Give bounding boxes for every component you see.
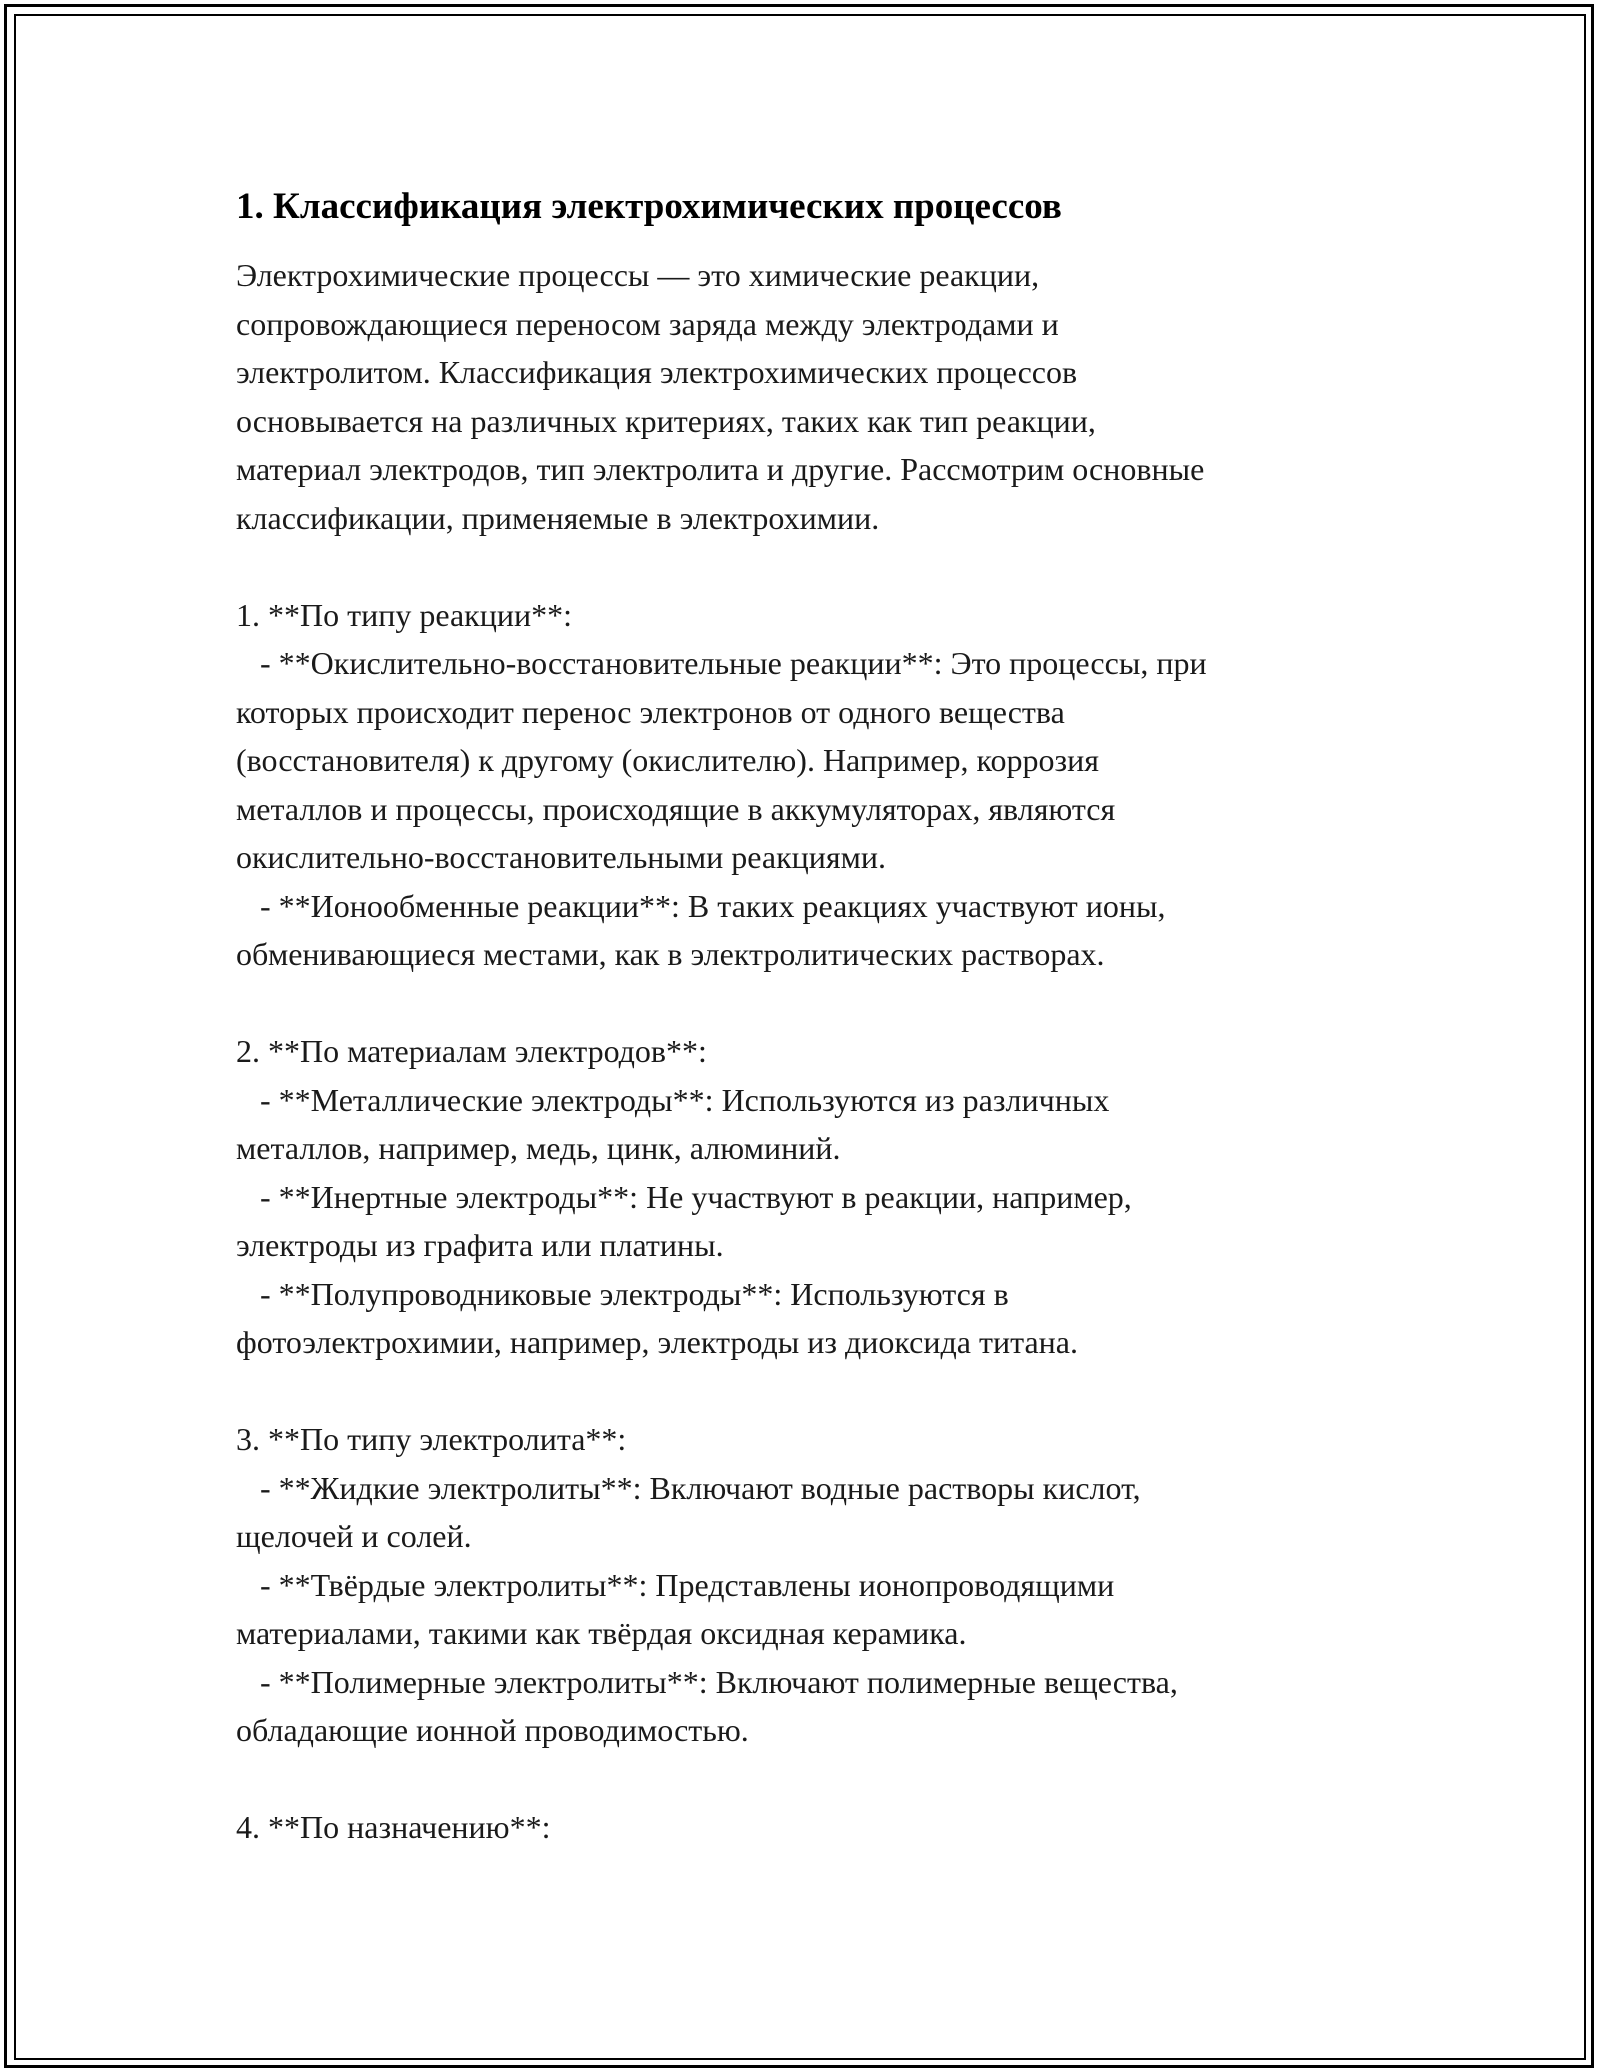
reaction-type-section: 1. **По типу реакции**: - **Окислительно-восстановительные реакции**: Это процессы, при которых происходит перенос электронов от одного вещества (восстановителя) к другому (окислителю). Например, коррозия металлов и процессы, происходящие в аккумуляторах, являются окислительно-восстановительными реакциями. - **Ионообменные реакции**: В таких реакциях участвуют ионы, обменивающиеся местами, как в электролитических растворах. (236, 596, 1207, 972)
blank-line (236, 1367, 1386, 1416)
document-body (236, 183, 1386, 1852)
blank-line (236, 1755, 1386, 1804)
electrode-materials-section: 2. **По материалам электродов**: - **Металлические электроды**: Используются из различных металлов, например, медь, цинк, алюминий. - **Инертные электроды**: Не участвуют в реакции, например, электроды из графита или платины. - **Полупроводниковые электроды**: Используются в фотоэлектрохимии, например, электроды из диоксида титана. (236, 1033, 1132, 1360)
section-heading: 1. Классификация электрохимических процессов (236, 186, 1062, 227)
electrolyte-type-section: 3. **По типу электролита**: - **Жидкие электролиты**: Включают водные растворы кислот, щелочей и солей. - **Твёрдые электролиты**: Представлены ионопроводящими материалами, такими как твёрдая оксидная керамика. - **Полимерные электролиты**: Включают полимерные вещества, обладающие ионной проводимостью. (236, 1421, 1178, 1748)
blank-line (236, 979, 1386, 1028)
blank-line (236, 542, 1386, 591)
purpose-section: 4. **По назначению**: (236, 1809, 551, 1845)
intro-paragraph: Электрохимические процессы — это химические реакции, сопровождающиеся переносом заряда между электродами и электролитом. Классификация электрохимических процессов основывается на различных критериях, таких как тип реакции, материал электродов, тип электролита и другие. Рассмотрим основные классификации, применяемые в электрохимии. (236, 257, 1205, 536)
